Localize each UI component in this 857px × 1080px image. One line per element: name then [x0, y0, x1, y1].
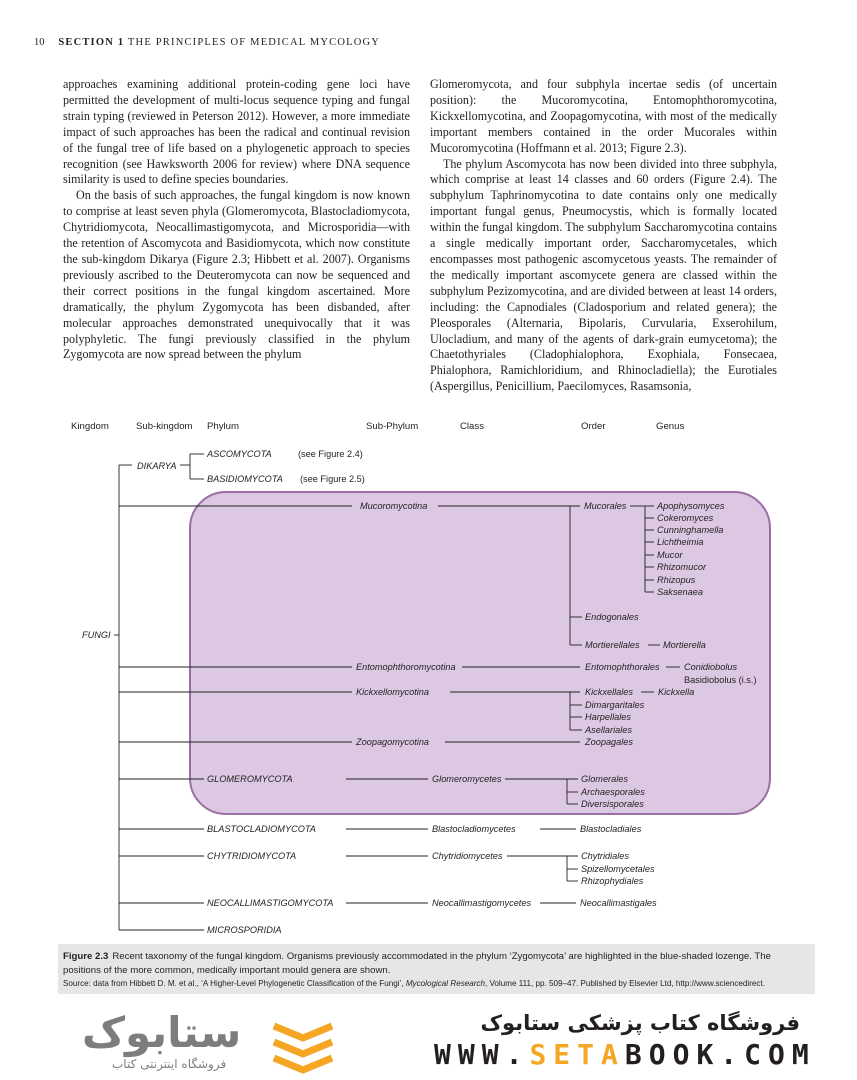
genus: Rhizopus	[657, 575, 696, 585]
paragraph: The phylum Ascomycota has now been divided into three subphyla, which comprise at least 14 classes and 60 orders (Figure 2.4). The subphylum Taphrinomycotina to date contains only one medically important fungal genus, Pneumocystis, which is formally located within the fungal kingdom. The subphylum Saccharomycotina contains a single medically important order, Saccharomycetales, which encompasses most pathogenic ascomycetous yeasts. The remainder of the medically important ascomycete genera are classed within the subphylum Pezizomycotina, and are divided between at least 14 orders, including: the Capnodiales (Cladosporium and related genera); the Pleosporales (Alternaria, Bipolaris, Curvularia, Exserohilum, Ulocladium, and many of the agents of dark-grain eumycetoma); the Chaetothyriales (Cladophialophora, Exophiala, Fonsecaea, Phialophora, Ramichloridium, and Rhinocladiella); the Eurotiales (Aspergillus, Penicillium, Paecilomyces, Rasamsonia,	[430, 156, 777, 394]
section-title: THE PRINCIPLES OF MEDICAL MYCOLOGY	[127, 37, 381, 48]
col-header-class: Class	[460, 421, 484, 432]
order-neocallimastigales: Neocallimastigales	[580, 898, 657, 908]
order-mucorales: Mucorales	[584, 501, 627, 511]
shop-name: فروشگاه کتاب پزشکی ستابوک	[480, 1011, 800, 1035]
order-mortierellales: Mortierellales	[585, 640, 640, 650]
order: Archaesporales	[581, 787, 645, 797]
col-header-order: Order	[581, 421, 606, 432]
phylum-note: (see Figure 2.4)	[298, 449, 363, 459]
genus: Saksenaea	[657, 587, 703, 597]
url-part: WWW.	[434, 1038, 530, 1071]
class-chytridiomycetes: Chytridiomycetes	[432, 851, 503, 861]
genus-basidiobolus: Basidiobolus (i.s.)	[684, 675, 757, 685]
section-label: SECTION 1	[58, 37, 125, 48]
url-part-accent: SETA	[529, 1038, 625, 1071]
phylum-chytridiomycota: CHYTRIDIOMYCOTA	[207, 851, 297, 861]
paragraph: On the basis of such approaches, the fungal kingdom is now known to comprise at least seven phyla (Glomeromycota, Blastocladiomycota, Chytridiomycota, Neocallimastigomycota, and Microsporidia—with the retention of Ascomycota and Basidiomycota, which now constitute the sub-kingdom Dikarya (Figure 2.3; Hibbett et al. 2007). Organisms previously ascribed to the Deuteromycota can now be sequenced and their correct positions in the fungal kingdom ascertained. More dramatically, the phylum Zygomycota has been disbanded, after molecular approaches demonstrated unequivocally that it was polyphyletic. The fungi previously classified in the phylum Zygomycota are now spread between the phylum	[63, 188, 410, 362]
genus: Mucor	[657, 550, 683, 560]
book-logo-icon	[268, 1016, 338, 1076]
class-glomeromycetes: Glomeromycetes	[432, 774, 502, 784]
genus-kickxella: Kickxella	[658, 687, 695, 697]
subphylum-kickxellomycotina: Kickxellomycotina	[356, 687, 430, 697]
order-blastocladiales: Blastocladiales	[580, 824, 642, 834]
phylum-note: (see Figure 2.5)	[300, 474, 365, 484]
order: Glomerales	[581, 774, 628, 784]
subphylum-zoopagomycotina: Zoopagomycotina	[356, 737, 430, 747]
genus: Cokeromyces	[657, 513, 714, 523]
subphylum-entomophthoromycotina: Entomophthoromycotina	[356, 662, 456, 672]
order-entomophthorales: Entomophthorales	[585, 662, 660, 672]
col-header-genus: Genus	[656, 421, 685, 432]
order: Spizellomycetales	[581, 864, 655, 874]
source-text: , Volume 111, pp. 509–47. Published by Elsevier Ltd, http://www.sciencedirect.	[484, 979, 765, 988]
running-header	[34, 37, 380, 48]
phylum-neocallimastigomycota: NEOCALLIMASTIGOMYCOTA	[207, 898, 334, 908]
class-neocallimastigomycetes: Neocallimastigomycetes	[432, 898, 532, 908]
kingdom-fungi: FUNGI	[82, 630, 111, 640]
subkingdom-dikarya: DIKARYA	[137, 461, 177, 471]
setabook-logo: ستابوک	[82, 1008, 242, 1057]
body-column-left	[63, 77, 410, 363]
col-header-phylum: Phylum	[207, 421, 239, 432]
col-header-subphylum: Sub-Phylum	[366, 421, 419, 432]
order: Harpellales	[585, 712, 631, 722]
genus: Apophysomyces	[657, 501, 725, 511]
url-part: BOOK.COM	[624, 1038, 816, 1071]
genus: Lichtheimia	[657, 537, 704, 547]
subphylum-mucoromycotina: Mucoromycotina	[360, 501, 428, 511]
paragraph: Glomeromycota, and four subphyla incertae sedis (of uncertain position): the Mucoromycotina, Entomophthoromycotina, Kickxellomycotina, and Zoopagomycotina, with most of the medically important members contained in the order Mucorales within Mucoromycotina (Hoffmann et al. 2013; Figure 2.3).	[430, 77, 777, 155]
figure-taxonomy-tree	[0, 405, 857, 995]
body-column-right	[430, 77, 777, 395]
genus: Rhizomucor	[657, 562, 707, 572]
order-kickxellales: Kickxellales	[585, 687, 633, 697]
source-journal: Mycological Research	[405, 979, 485, 988]
order-zoopagales: Zoopagales	[585, 737, 634, 747]
order-endogonales: Endogonales	[585, 612, 639, 622]
order: Diversisporales	[581, 799, 644, 809]
caption-text: Recent taxonomy of the fungal kingdom. Organisms previously accommodated in the phylum ‘Zygomycota’ are highlighted in the blue-shaded lozenge. The positions of the more common, medically important mould genera are shown.	[63, 951, 771, 976]
col-header-kingdom: Kingdom	[71, 421, 109, 432]
figure-source	[63, 979, 808, 988]
order: Rhizophydiales	[581, 876, 644, 886]
order: Asellariales	[585, 725, 632, 735]
order: Chytridiales	[581, 851, 629, 861]
taxonomy-tree-diagram	[0, 405, 857, 995]
figure-label: Figure 2.3	[63, 951, 109, 962]
source-text: Source: data from Hibbett D. M. et al., ‘A Higher-Level Phylogenetic Classification of the Fungi’,	[63, 979, 406, 988]
phylum-microsporidia: MICROSPORIDIA	[207, 925, 282, 935]
col-header-subkingdom: Sub-kingdom	[136, 421, 193, 432]
phylum-glomeromycota: GLOMEROMYCOTA	[207, 774, 293, 784]
genus: Cunninghamella	[657, 525, 724, 535]
page-number: 10	[34, 37, 45, 48]
phylum-blastocladiomycota: BLASTOCLADIOMYCOTA	[207, 824, 316, 834]
paragraph: approaches examining additional protein-coding gene loci have permitted the development of multi-locus sequence typing and fungal strain typing (reviewed in Peterson 2012). However, a more immediate impact of such approaches has been the radical and continual revision of the fungal tree of life based on a phylogenetic approach to species recognition (see Hawksworth 2006 for review) where DNA sequence similarity is used to define species boundaries.	[63, 77, 410, 187]
order: Dimargaritales	[585, 700, 645, 710]
shop-url	[434, 1038, 816, 1071]
genus-conidiobolus: Conidiobolus	[684, 662, 738, 672]
phylum-basidiomycota: BASIDIOMYCOTA	[207, 474, 283, 484]
genus-mortierella: Mortierella	[663, 640, 706, 650]
phylum-ascomycota: ASCOMYCOTA	[207, 449, 272, 459]
setabook-logo-subtitle: فروشگاه اینترنتی کتاب	[112, 1057, 227, 1071]
figure-caption	[63, 950, 803, 978]
class-blastocladiomycetes: Blastocladiomycetes	[432, 824, 516, 834]
